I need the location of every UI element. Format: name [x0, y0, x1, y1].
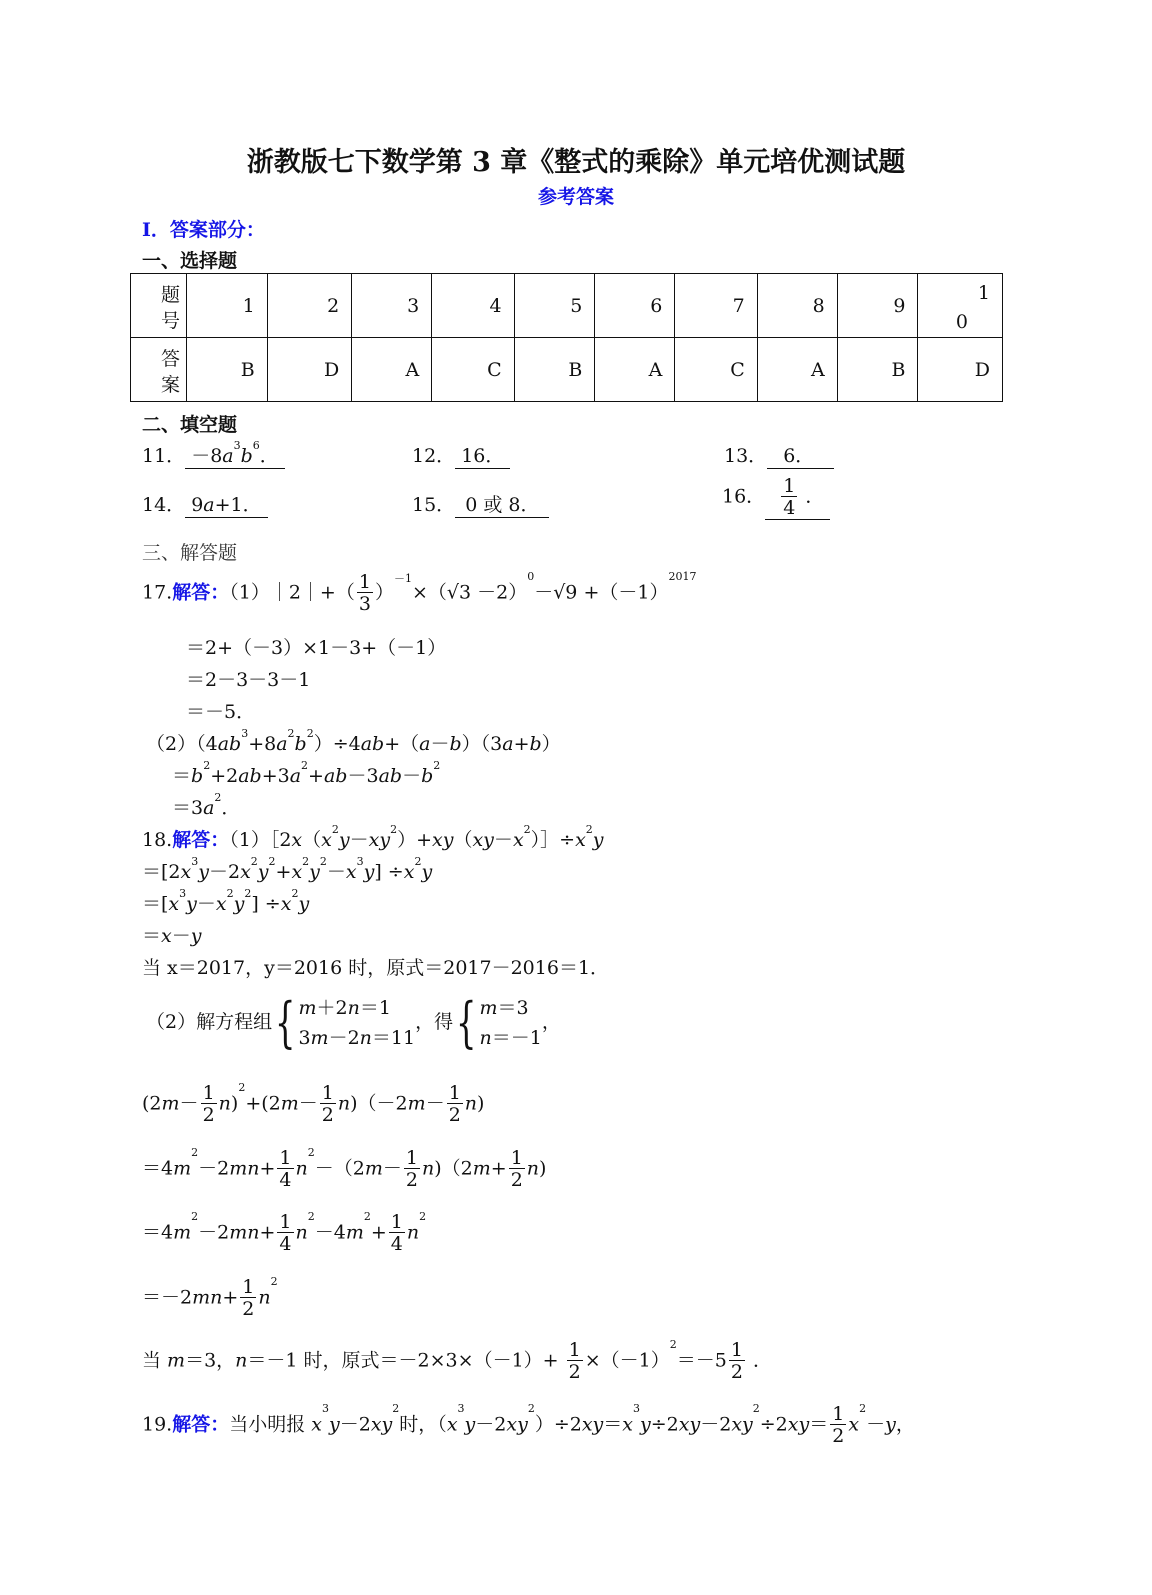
- table-row: [131, 338, 1003, 402]
- q18-step: $=4m^2-2mn+$ $\frac{1}{4}$ $n^2-4m^2+$ $\frac{1}{4}$ $n^2$: [142, 1210, 427, 1255]
- q19-answer: 19.解答：当小明报 $x^3y-2xy^2$时，$(x^3y-2xy^2)\div 2xy=x^3y\div 2xy-2xy^2\div 2xy=$ $\frac{1}{2}$ $x^2-y$，: [142, 1402, 915, 1447]
- table-cell: 3: [352, 274, 432, 338]
- q18-step: (2m－ $\frac{1}{2}$ n)$^2$+(2m－ $\frac{1}{2}$ n)（－2m－ $\frac{1}{2}$ n): [142, 1081, 485, 1126]
- q18-result: 当 x＝2017，y＝2016 时，原式＝2017－2016＝1．: [142, 957, 610, 979]
- table-cell: A: [595, 338, 675, 402]
- table-cell: 7: [675, 274, 757, 338]
- q18-part2-system: （2）解方程组{ m＋2n＝1 3m－2n＝11，得{ m＝3 n＝－1，: [146, 991, 561, 1054]
- fill-item-13: 13． 6．: [724, 441, 834, 469]
- row-header-number: 题 号: [131, 274, 187, 338]
- q18-step: $=4m^2-2mn+$ $\frac{1}{4}$ $n^2-(2m-$ $\frac{1}{2}$ n)（2m+ $\frac{1}{2}$ n): [142, 1146, 547, 1191]
- table-cell: D: [918, 338, 1003, 402]
- section-fill-heading: 二、填空题: [142, 414, 238, 436]
- table-cell: B: [187, 338, 268, 402]
- fill-item-11: 11． $-8a^3b^6$．: [142, 441, 285, 469]
- answer-table: [130, 273, 1003, 402]
- q17-step: $=b^2+2ab+3a^2+ab-3ab-b^2$: [172, 759, 441, 787]
- table-cell: 1 0: [918, 274, 1003, 338]
- fill-item-12: 12． 16．: [412, 441, 510, 469]
- fill-item-16: 16． $\frac{1}{4}$ ．: [722, 476, 830, 520]
- table-cell: A: [352, 338, 432, 402]
- table-cell: D: [267, 338, 351, 402]
- q17-step: $=3a^2$．: [172, 791, 241, 819]
- part-heading: Ⅰ．答案部分：: [142, 219, 265, 241]
- q18-part1-expression: 18.解答：$(1)[2x(x^2y-xy^2)+xy(xy-x^2)]\div x^2y$: [142, 823, 604, 851]
- table-cell: 9: [837, 274, 918, 338]
- row-header-answer: 答 案: [131, 338, 187, 402]
- section-solve-heading: 三、解答题: [142, 542, 238, 564]
- table-cell: C: [432, 338, 514, 402]
- q18-step: ＝－2mn+ $\frac{1}{2}$ $n^2$: [142, 1275, 278, 1320]
- section-choice-heading: 一、选择题: [142, 250, 238, 272]
- page-subtitle: 参考答案: [537, 186, 614, 208]
- q17-part2-expression: $(2)(4ab^3+8a^2b^2)\div 4ab+(a-b)(3a+b)$: [146, 727, 561, 755]
- fill-item-15: 15． 0 或 8．: [412, 490, 549, 518]
- q18-step: $=[2x^3y-2x^2y^2+x^2y^2-x^3y] \div x^2y$: [142, 855, 433, 883]
- q17-step: ＝2－3－3－1: [186, 669, 311, 691]
- table-cell: 1: [187, 274, 268, 338]
- table-cell: 8: [757, 274, 837, 338]
- page-title: 浙教版七下数学第 3 章《整式的乘除》单元培优测试题: [246, 147, 906, 178]
- table-row: [131, 274, 1003, 338]
- q18-step: ＝x－y: [142, 925, 202, 947]
- q17-part1-expression: 17.解答：（1）｜2｜+（ $\frac{1}{3}$ ）$^{-1}\times(√3 -2)^0-√9 +(-1)^{2017}$: [142, 570, 697, 615]
- q17-step: ＝－5．: [186, 701, 256, 723]
- table-cell: 5: [514, 274, 595, 338]
- table-cell: 4: [432, 274, 514, 338]
- q17-step: ＝2+（－3）×1－3+（－1）: [186, 637, 447, 659]
- table-cell: A: [757, 338, 837, 402]
- table-cell: B: [514, 338, 595, 402]
- table-cell: 6: [595, 274, 675, 338]
- q18-step: $=[x^3y-x^2y^2] \div x^2y$: [142, 887, 310, 915]
- q18-final: 当 m＝3，n＝－1 时，原式＝－2×3×（－1）+ $\frac{1}{2}$ $\times(-1)^2=-5$ $\frac{1}{2}$ ．: [142, 1338, 772, 1383]
- fill-item-14: 14． 9a+1．: [142, 490, 268, 518]
- table-cell: 2: [267, 274, 351, 338]
- table-cell: C: [675, 338, 757, 402]
- table-cell: B: [837, 338, 918, 402]
